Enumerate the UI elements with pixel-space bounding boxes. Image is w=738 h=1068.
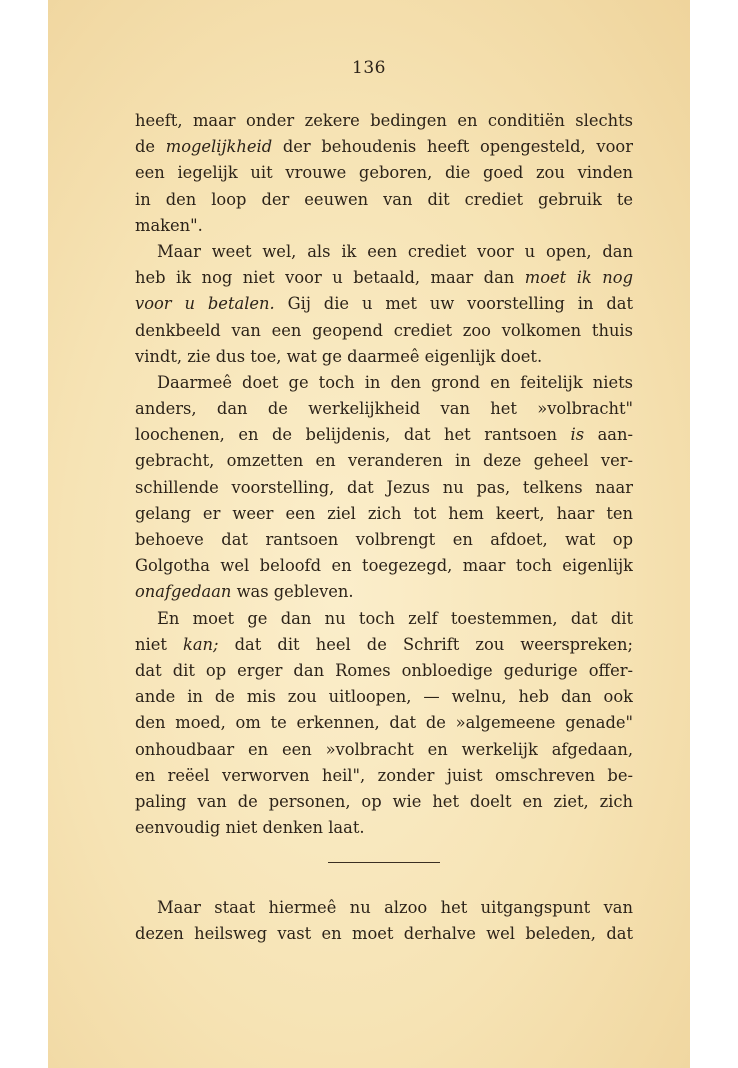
emphasis: is [570, 425, 585, 445]
text-line: en reëel verworven heil", zonder juist omschreven be- [135, 765, 633, 785]
text-line: dezen heilsweg vast en moet derhalve wel beleden, dat [135, 924, 633, 944]
text-line: vindt, zie dus toe, wat ge daarmeê eigenlijk doet. [135, 346, 543, 366]
text-line: onafgedaan was gebleven. [135, 582, 354, 602]
text-line: eenvoudig niet denken laat. [135, 818, 365, 838]
section-divider [328, 862, 440, 863]
text-line: Golgotha wel beloofd en toegezegd, maar toch eigenlijk [135, 556, 633, 576]
text-line: paling van de personen, op wie het doelt en ziet, zich [135, 791, 633, 811]
text-line: ande in de mis zou uitloopen, — welnu, heb dan ook [135, 687, 633, 707]
text-line: voor u betalen. Gij die u met uw voorstelling in dat [135, 294, 633, 314]
text-line: Maar staat hiermeê nu alzoo het uitgangspunt van [157, 898, 633, 917]
emphasis: moet ik nog [524, 268, 633, 288]
text-line: Daarmeê doet ge toch in den grond en feitelijk niets [157, 372, 633, 392]
text-line: den moed, om te erkennen, dat de »algemeene genade" [135, 713, 633, 733]
text-line: een iegelijk uit vrouwe geboren, die goed zou vinden [135, 163, 633, 183]
text-line: gelang er weer een ziel zich tot hem keert, haar ten [135, 503, 633, 523]
text-line: de mogelijkheid der behoudenis heeft opengesteld, voor [135, 137, 633, 157]
text-line: maken". [135, 215, 203, 235]
text-line: anders, dan de werkelijkheid van het »volbracht" [135, 399, 633, 419]
text-line: En moet ge dan nu toch zelf toestemmen, dat dit [157, 608, 633, 628]
text-line: schillende voorstelling, dat Jezus nu pas, telkens naar [135, 477, 633, 497]
text-line: dat dit op erger dan Romes onbloedige gedurige offer- [135, 660, 633, 680]
text-section-2 [135, 895, 633, 947]
text-section-1 [135, 108, 633, 841]
text-line: heeft, maar onder zekere bedingen en conditiën slechts [135, 111, 633, 130]
text-line: behoeve dat rantsoen volbrengt en afdoet, wat op [135, 530, 633, 549]
text-line: niet kan; dat dit heel de Schrift zou weerspreken; [135, 634, 633, 654]
text-line: loochenen, en de belijdenis, dat het rantsoen is aan- [135, 425, 633, 445]
text-line: onhoudbaar en een »volbracht en werkelijk afgedaan, [135, 739, 633, 759]
emphasis: mogelijkheid [165, 137, 273, 157]
text-line: heb ik nog niet voor u betaald, maar dan moet ik nog [135, 268, 633, 288]
emphasis: kan; [182, 634, 219, 654]
emphasis: voor u betalen. [135, 294, 275, 314]
text-line: gebracht, omzetten en veranderen in deze geheel ver- [135, 451, 633, 471]
book-page [48, 0, 690, 1068]
emphasis: onafgedaan [135, 582, 232, 602]
text-line: denkbeeld van een geopend crediet zoo volkomen thuis [135, 320, 633, 340]
text-line: in den loop der eeuwen van dit crediet gebruik te [135, 189, 633, 209]
page-number: 136 [352, 58, 386, 78]
text-line: Maar weet wel, als ik een crediet voor u open, dan [157, 241, 633, 261]
